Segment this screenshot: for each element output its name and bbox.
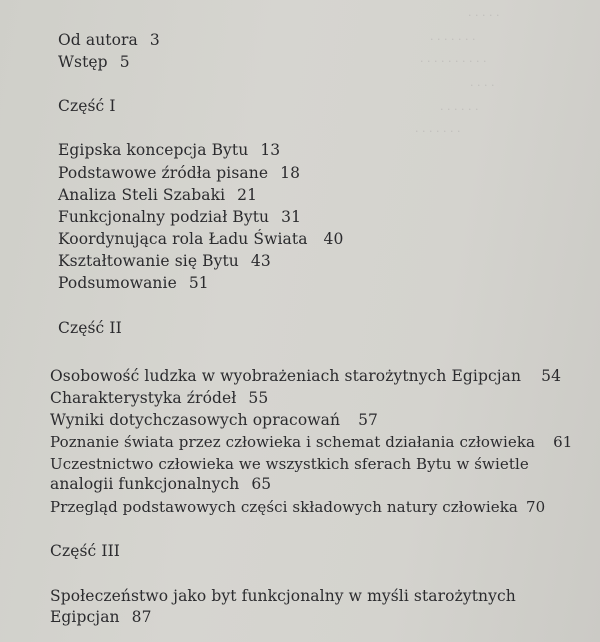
part-1-heading: Część I <box>58 97 116 115</box>
show-through-text: . . . . <box>470 76 495 89</box>
part-2-heading: Część II <box>58 319 122 337</box>
show-through-text: . . . . . . . <box>430 30 476 43</box>
toc-entry-od-autora: Od autora 3 <box>58 31 160 49</box>
toc-entry: Uczestnictwo człowieka we wszystkich sferach Bytu w świetle <box>50 455 529 473</box>
show-through-text: . . . . . <box>468 6 500 19</box>
toc-entry: Podstawowe źródła pisane 18 <box>58 164 301 182</box>
toc-entry-wstep: Wstęp 5 <box>58 53 130 71</box>
toc-entry: Egipcjan 87 <box>50 608 152 626</box>
toc-entry: Przegląd podstawowych części składowych natury człowieka 70 <box>50 498 546 516</box>
toc-entry: Analiza Steli Szabaki 21 <box>58 186 258 204</box>
toc-entry: Kształtowanie się Bytu 43 <box>58 252 271 270</box>
toc-entry: analogii funkcjonalnych 65 <box>50 475 272 493</box>
toc-entry: Charakterystyka źródeł 55 <box>50 389 269 407</box>
toc-entry: Podsumowanie 51 <box>58 274 209 292</box>
toc-entry: Egipska koncepcja Bytu 13 <box>58 141 281 159</box>
toc-entry: Osobowość ludzka w wyobrażeniach starożytnych Egipcjan 54 <box>50 367 562 385</box>
show-through-text: . . . . . . . <box>415 122 461 135</box>
show-through-text: . . . . . . <box>440 100 479 113</box>
toc-entry: Poznanie świata przez człowieka i schemat działania człowieka 61 <box>50 433 573 451</box>
toc-entry: Funkcjonalny podział Bytu 31 <box>58 208 302 226</box>
show-through-text: . . . . . . . . . . <box>420 52 487 65</box>
part-3-heading: Część III <box>50 542 121 560</box>
toc-entry: Wyniki dotychczasowych opracowań 57 <box>50 411 379 429</box>
toc-entry: Społeczeństwo jako byt funkcjonalny w myśli starożytnych <box>50 587 516 605</box>
toc-entry: Koordynująca rola Ładu Świata 40 <box>58 230 344 248</box>
